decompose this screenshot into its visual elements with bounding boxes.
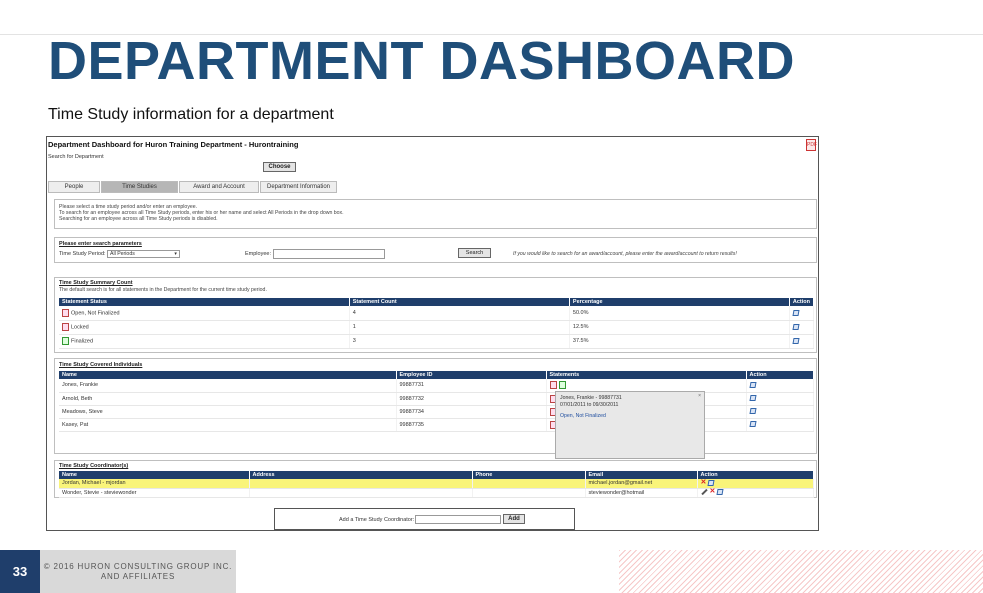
- popup-period: 07/01/2011 to 09/30/2011: [560, 402, 619, 408]
- employee-label: Employee:: [245, 251, 271, 257]
- statement-icon[interactable]: [550, 381, 557, 389]
- column-header: Action: [746, 371, 814, 379]
- statement-icon[interactable]: [559, 381, 566, 389]
- tab-bar: [48, 181, 338, 193]
- summary-title: Time Study Summary Count: [59, 280, 133, 286]
- add-coordinator-box: [274, 508, 575, 530]
- pdf-export-icon[interactable]: PDF: [806, 139, 816, 151]
- column-header: Statement Count: [349, 298, 569, 306]
- column-header: Employee ID: [396, 371, 546, 379]
- column-header: Statement Status: [59, 298, 349, 306]
- table-row: [59, 479, 814, 488]
- statement-popup: [555, 391, 705, 459]
- tab-people[interactable]: People: [48, 181, 100, 193]
- close-icon[interactable]: ×: [698, 393, 701, 399]
- edit-icon[interactable]: [707, 480, 714, 486]
- column-header: Email: [585, 471, 697, 479]
- column-header: Name: [59, 371, 396, 379]
- column-header: Address: [249, 471, 472, 479]
- delete-icon[interactable]: ✕: [700, 479, 707, 487]
- tab-department-information[interactable]: Department Information: [260, 181, 337, 193]
- edit-icon[interactable]: [749, 408, 756, 414]
- search-parameters: [54, 237, 817, 263]
- table-header-row: [59, 298, 814, 306]
- coordinator-name[interactable]: Jordan, Michael - mjordan: [59, 479, 249, 488]
- instructions-box: [54, 199, 817, 229]
- period-select-value: All Periods: [110, 251, 135, 257]
- statement-status[interactable]: Locked: [71, 324, 89, 331]
- dashboard-screenshot: [46, 136, 819, 531]
- column-header: Statements: [546, 371, 746, 379]
- edit-icon[interactable]: [749, 421, 756, 427]
- employee-id: 99887732: [396, 392, 546, 405]
- employee-name[interactable]: Kasey, Pat: [59, 418, 396, 431]
- summary-table: [59, 298, 814, 349]
- employee-name[interactable]: Jones, Frankie: [59, 379, 396, 392]
- column-header: Action: [697, 471, 814, 479]
- page-number: 33: [0, 550, 40, 593]
- table-row: [59, 306, 814, 320]
- edit-icon[interactable]: [792, 324, 799, 330]
- statement-percentage: 50.0%: [569, 306, 789, 320]
- summary-count-section: [54, 277, 817, 353]
- statement-count: 4: [349, 306, 569, 320]
- statement-status[interactable]: Finalized: [71, 338, 94, 345]
- edit-icon[interactable]: [749, 382, 756, 388]
- period-label: Time Study Period:: [59, 251, 106, 257]
- slide-title: DEPARTMENT DASHBOARD: [48, 31, 795, 91]
- coordinator-email[interactable]: michael.jordan@gmail.net: [585, 479, 697, 488]
- edit-icon[interactable]: [716, 489, 723, 495]
- dashboard-header: Department Dashboard for Huron Training Department - Hurontraining: [48, 140, 299, 149]
- decorative-stripes: [619, 550, 983, 593]
- copyright: [40, 550, 236, 593]
- add-coordinator-label: Add a Time Study Coordinator:: [339, 517, 415, 523]
- finalized-statement-icon: [62, 337, 69, 345]
- employee-id: 99887734: [396, 405, 546, 418]
- coordinators-title: Time Study Coordinator(s): [59, 463, 129, 469]
- covered-title: Time Study Covered Individuals: [59, 362, 143, 368]
- summary-description: The default search is for all statements in the Department for the current time study period.: [59, 287, 267, 293]
- slide-subtitle: Time Study information for a department: [48, 106, 334, 123]
- tab-award-and-account[interactable]: Award and Account: [179, 181, 259, 193]
- search-hint: If you would like to search for an award/account, please enter the award/account to return results!: [513, 251, 737, 257]
- coordinator-name[interactable]: Wonder, Stevie - steviewonder: [59, 488, 249, 497]
- pencil-icon[interactable]: [701, 489, 707, 495]
- edit-icon[interactable]: [749, 395, 756, 401]
- popup-employee: Jones, Frankie - 99887731: [560, 395, 622, 401]
- delete-icon[interactable]: ✕: [709, 488, 716, 496]
- search-params-title: Please enter search parameters: [59, 241, 142, 247]
- employee-id: 99887731: [396, 379, 546, 392]
- coordinators-section: [54, 460, 817, 498]
- locked-statement-icon: [62, 323, 69, 331]
- coordinator-email[interactable]: steviewonder@hotmail: [585, 488, 697, 497]
- table-row: [59, 488, 814, 497]
- edit-icon[interactable]: [792, 338, 799, 344]
- table-header-row: [59, 471, 814, 479]
- chevron-down-icon: ▾: [174, 251, 177, 257]
- statement-status[interactable]: Open, Not Finalized: [71, 310, 120, 317]
- employee-id: 99887735: [396, 418, 546, 431]
- period-select[interactable]: [107, 250, 180, 258]
- copyright-line: © 2016 HURON CONSULTING GROUP INC.: [43, 562, 233, 571]
- choose-button[interactable]: Choose: [263, 162, 296, 172]
- add-button[interactable]: Add: [503, 514, 525, 524]
- column-header: Action: [789, 298, 813, 306]
- open-statement-icon: [62, 309, 69, 317]
- employee-input[interactable]: [273, 249, 385, 259]
- table-row: [59, 320, 814, 334]
- instruction-line: Please select a time study period and/or enter an employee.: [59, 204, 198, 210]
- popup-status-link[interactable]: Open, Not Finalized: [560, 413, 606, 419]
- tab-time-studies[interactable]: Time Studies: [101, 181, 178, 193]
- statement-percentage: 12.5%: [569, 320, 789, 334]
- table-header-row: [59, 371, 814, 379]
- column-header: Name: [59, 471, 249, 479]
- add-coordinator-input[interactable]: [415, 515, 501, 524]
- column-header: Percentage: [569, 298, 789, 306]
- instruction-line: Searching for an employee across all Time Study periods is disabled.: [59, 216, 218, 222]
- coordinators-table: [59, 471, 814, 498]
- employee-name[interactable]: Arnold, Beth: [59, 392, 396, 405]
- statement-percentage: 37.5%: [569, 334, 789, 348]
- search-button[interactable]: Search: [458, 248, 491, 258]
- search-department-link[interactable]: Search for Department: [48, 154, 104, 160]
- statement-count: 1: [349, 320, 569, 334]
- copyright-line: AND AFFILIATES: [100, 572, 176, 581]
- column-header: Phone: [472, 471, 585, 479]
- statement-count: 3: [349, 334, 569, 348]
- employee-name[interactable]: Meadows, Steve: [59, 405, 396, 418]
- table-row: [59, 334, 814, 348]
- instruction-line: To search for an employee across all Time Study periods, enter his or her name and select All Periods in the drop down box.: [59, 210, 344, 216]
- edit-icon[interactable]: [792, 310, 799, 316]
